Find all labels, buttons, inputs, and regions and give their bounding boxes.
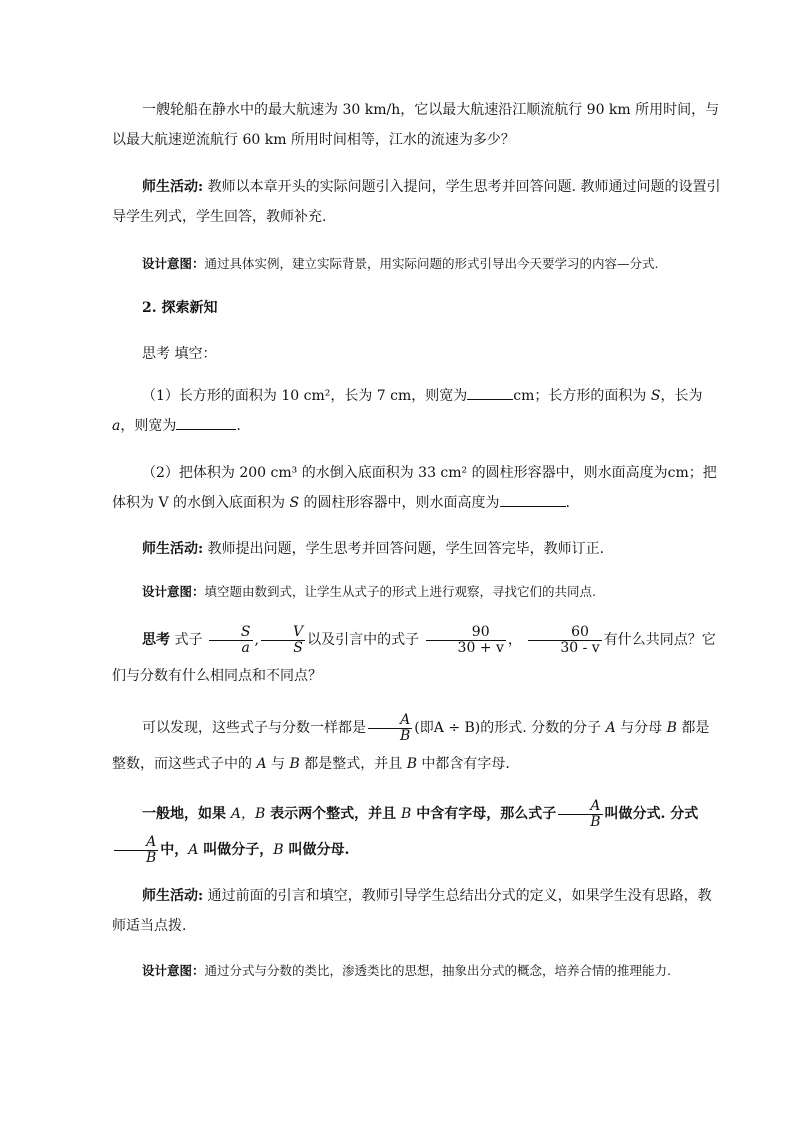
intent-text: 通过分式与分数的类比，渗透类比的思想，抽象出分式的概念，培养合情的推理能力.: [204, 963, 671, 978]
intent-text: 通过具体实例，建立实际背景，用实际问题的形式引导出今天要学习的内容—分式.: [204, 256, 659, 271]
design-intent-2: [112, 577, 722, 607]
discover-division: (即A ÷ B): [414, 720, 481, 736]
definition-text-e: 中，: [160, 842, 189, 858]
var-s: S: [650, 388, 661, 404]
fraction-v-over-s: [261, 625, 305, 655]
fraction-denominator: 30 + v: [426, 640, 506, 656]
section-heading: 2. 探索新知: [142, 300, 218, 316]
discover-text-h: 中都含有字母.: [416, 756, 510, 772]
fraction-numerator: S: [240, 623, 251, 640]
answer-blank: [500, 492, 566, 507]
fraction-denominator: a: [209, 640, 253, 656]
fraction-numerator: A: [146, 833, 157, 850]
fraction-numerator: 60: [571, 623, 589, 640]
fraction-60-over-30-minus-v: [528, 625, 601, 655]
var-b-upper: B: [289, 756, 300, 772]
comma: ,: [254, 632, 259, 648]
activity-text: 通过前面的引言和填空，教师引导学生总结出分式的定义，如果学生没有思路，教师适当点拨.: [112, 888, 712, 934]
q2-text-e: .: [565, 495, 570, 511]
var-b-upper: B: [401, 806, 412, 822]
discover-text-c: 的形式. 分数的分子: [480, 720, 606, 736]
fraction-a-over-b: [368, 713, 412, 743]
var-b-upper: B: [406, 756, 417, 772]
fraction-numerator: A: [400, 711, 411, 728]
think-text-b: 以及引言中的式子: [307, 632, 424, 648]
teacher-student-activity-1: [112, 172, 722, 232]
fraction-numerator: A: [590, 797, 601, 814]
activity-label: 师生活动:: [142, 179, 204, 195]
teacher-student-activity-3: [112, 881, 722, 941]
think-fill-heading: 思考 填空：: [142, 346, 217, 362]
think-label: 思考: [142, 632, 170, 648]
q1-text-d: ，则宽为: [120, 418, 177, 434]
discover-text-g: 都是整式，并且: [299, 756, 407, 772]
q1-text-b: cm；长方形的面积为: [513, 388, 651, 404]
activity-text: 教师以本章开头的实际问题引入提问，学生思考并回答问题. 教师通过问题的设置引导学生列式，学生回答，教师补充.: [112, 179, 721, 225]
discover-text-e: 都是整数，而这些式子中的: [112, 720, 710, 772]
activity-label: 师生活动:: [142, 541, 204, 557]
answer-blank: [467, 385, 513, 400]
definition-paragraph: [112, 796, 722, 868]
fraction-denominator: S: [261, 640, 305, 656]
q1-text-c: ，长为: [660, 388, 703, 404]
think-text-a: 式子: [170, 632, 207, 648]
fraction-s-over-a: [209, 625, 253, 655]
fraction-a-over-b: [114, 835, 158, 865]
think-text-d: 有什么共同点？它们与分数有什么相同点和不同点？: [112, 632, 716, 684]
var-s: S: [289, 495, 300, 511]
discover-text-d: 与分母: [615, 720, 667, 736]
definition-text-b: 表示两个整式，并且: [265, 806, 402, 822]
fraction-denominator: B: [558, 814, 602, 830]
teacher-student-activity-2: [112, 534, 722, 564]
definition-text-d: 叫做分式. 分式: [604, 806, 699, 822]
fraction-denominator: B: [114, 850, 158, 866]
var-a-upper: A: [188, 842, 199, 858]
var-a-upper: A: [605, 720, 616, 736]
design-intent-3: [112, 956, 722, 986]
intent-label: 设计意图：: [142, 256, 205, 271]
definition-text-c: 中含有字母，那么式子: [411, 806, 557, 822]
var-a: a: [112, 418, 121, 434]
discovery-paragraph: [112, 710, 722, 782]
fraction-numerator: V: [292, 623, 304, 640]
var-a-upper: A: [256, 756, 267, 772]
answer-blank: [176, 415, 236, 430]
fraction-denominator: B: [368, 728, 412, 744]
intent-text: 填空题由数到式，让学生从式子的形式上进行观察，寻找它们的共同点.: [204, 584, 596, 599]
think-text-c: ，: [507, 632, 527, 648]
activity-text: 教师提出问题，学生思考并回答问题，学生回答完毕，教师订正.: [203, 541, 605, 557]
fraction-90-over-30-plus-v: [426, 625, 506, 655]
definition-text-g: 叫做分母.: [283, 842, 350, 858]
fraction-a-over-b: [558, 799, 602, 829]
q2-text-c: 的圆柱形容器中，则水面高度为: [299, 495, 500, 511]
q2-text-a: （2）把体积为 200 cm³ 的水倒入底面积为 33 cm² 的圆柱形容器中，则水面高度为: [142, 465, 668, 481]
intent-label: 设计意图：: [142, 584, 205, 599]
fraction-numerator: 90: [471, 623, 490, 640]
question-1: [112, 381, 722, 441]
q1-text-e: .: [236, 418, 241, 434]
q2-text-b: cm；把体积为 V 的水倒入底面积为: [112, 465, 717, 511]
intro-problem: 一艘轮船在静水中的最大航速为 30 km/h，它以最大航速沿江顺流航行 90 km 所用时间，与以最大航速逆流航行 60 km 所用时间相等，江水的流速为多少？: [112, 102, 720, 148]
var-a-b: A，B: [230, 806, 266, 822]
definition-text-f: 叫做分子，: [198, 842, 274, 858]
discover-text-a: 可以发现，这些式子与分数一样都是: [142, 720, 366, 736]
q1-text-a: （1）长方形的面积为 10 cm²，长为 7 cm，则宽为: [142, 388, 468, 404]
var-b-upper: B: [273, 842, 284, 858]
intent-label: 设计意图：: [142, 963, 205, 978]
discover-text-f: 与: [266, 756, 290, 772]
design-intent-1: [112, 249, 722, 279]
definition-text-a: 一般地，如果: [142, 806, 231, 822]
activity-label: 师生活动:: [142, 888, 204, 904]
var-b-upper: B: [666, 720, 677, 736]
fraction-denominator: 30 - v: [528, 640, 601, 656]
think-question: [112, 622, 722, 694]
question-2: [112, 458, 722, 518]
